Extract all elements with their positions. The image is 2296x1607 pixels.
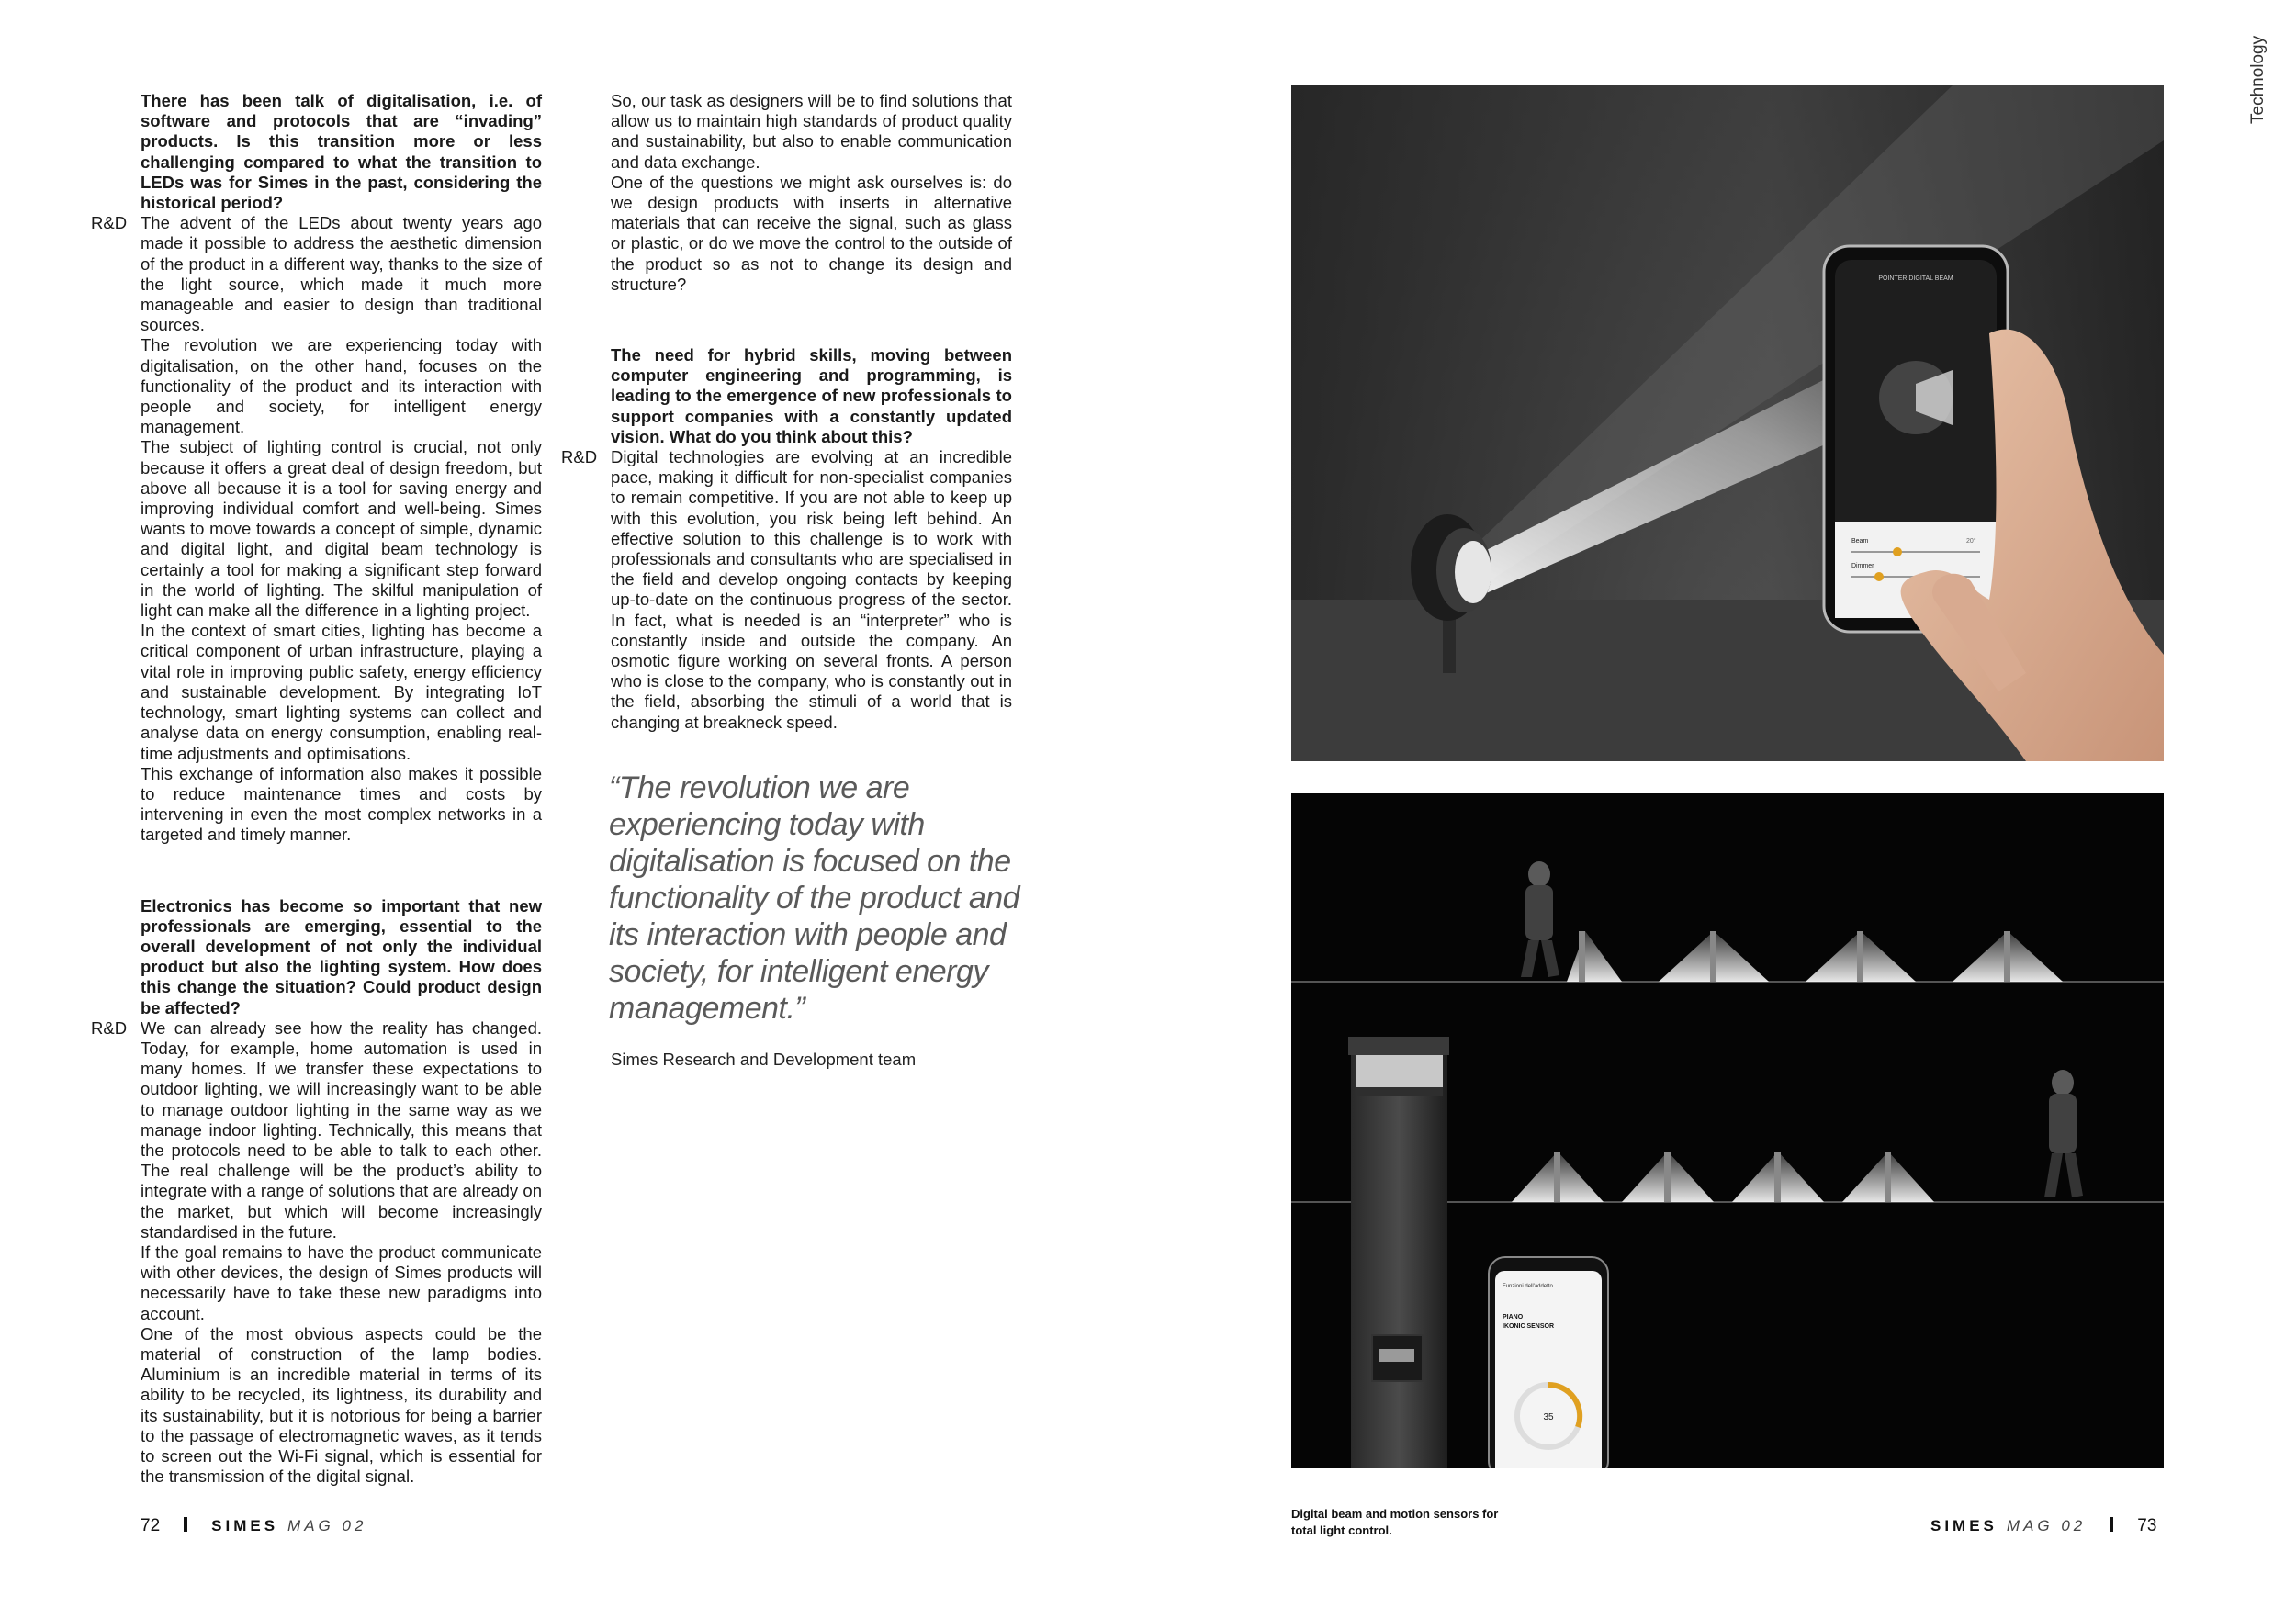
svg-text:35: 35 (1543, 1412, 1554, 1422)
rd-label: R&D (91, 1017, 128, 1038)
svg-text:20°: 20° (1966, 538, 1976, 545)
left-text-column (91, 91, 542, 1487)
upper-bollards (1567, 931, 2063, 982)
rd-label: R&D (561, 447, 598, 467)
footer-right (1930, 1516, 2156, 1536)
walking-person-1 (1521, 861, 1559, 977)
bollard-pole (1348, 1037, 1449, 1468)
answer-1-p5: This exchange of information also makes it possible to reduce maintenance times and costs by intervening in even the most complex networks in a targeted and timely manner. (141, 763, 542, 845)
photo-digital-beam (1291, 85, 2164, 761)
photo-caption: Digital beam and motion sensors for total light control. (1291, 1507, 1499, 1537)
motion-sensor-illustration (1291, 793, 2164, 1468)
footer-left (141, 1516, 366, 1536)
photo-motion-sensors (1291, 793, 2164, 1468)
page-number-left: 72 (141, 1516, 161, 1535)
answer-2-p3: One of the most obvious aspects could be the material of construction of the lamp bodies. Aluminium is an incredible material in terms of its ability to be recycled, its lightness, its durability and its sustainability, but it is notorious for being a barrier to the passage of electromagnetic waves, as it tends to screen out the Wi-Fi signal, which is essential for the transmission of the digital signal. (141, 1323, 542, 1487)
walking-person-2 (2044, 1070, 2083, 1197)
pull-quote: “The revolution we are experiencing today with digitalisation is focused on the functionality of the product and its interaction with people and society, for intelligent energy management.” (609, 770, 1020, 1026)
svg-text:PIANO: PIANO (1503, 1314, 1524, 1320)
footer-mag: MAG 02 (2006, 1517, 2087, 1534)
rd-label: R&D (91, 213, 128, 233)
svg-text:IKONIC SENSOR: IKONIC SENSOR (1503, 1323, 1555, 1330)
svg-text:Funzioni dell'addetto: Funzioni dell'addetto (1503, 1284, 1553, 1289)
pull-quote-author: Simes Research and Development team (611, 1050, 917, 1069)
answer-2-p1: R&D We can already see how the reality has changed. Today, for example, home automation is used in many homes. If we transfer these expectations to outdoor lighting, we will increasingly want to be able to manage outdoor lighting in the same way as we manage indoor lighting. Technically, this means that the protocols need to be able to talk to each other. The real challenge will be the product’s ability to integrate with a range of solutions that are already on the market, but which will become increasingly standardised in the future. (91, 1017, 542, 1242)
footer-brand: SIMES (1930, 1517, 1998, 1534)
lower-bollards (1512, 1152, 1934, 1202)
sensor-smartphone (1489, 1257, 1608, 1468)
answer-1-p2: The revolution we are experiencing today with digitalisation, on the other hand, focuses on the functionality of the product and its interaction with people and society, for intelligent energy management. (141, 335, 542, 437)
question-2: Electronics has become so important that new professionals are emerging, essential to the overall development of not only the individual product but also the lighting system. How does this change the situation? Could product design be affected? (141, 895, 542, 1017)
footer-divider (2110, 1517, 2113, 1532)
svg-text:Dimmer: Dimmer (1851, 563, 1874, 569)
smartphone (1824, 246, 2008, 632)
question-3: The need for hybrid skills, moving between computer engineering and programming, is leading to the emergence of new professionals to support companies with a constantly updated vision. What do you think about this? (611, 345, 1012, 446)
answer-2-p4: So, our task as designers will be to find solutions that allow us to maintain high standards of product quality and sustainability, but also to enable communication and data exchange. (611, 91, 1012, 172)
footer-mag: MAG 02 (287, 1517, 367, 1534)
answer-1-p4: In the context of smart cities, lighting has become a critical component of urban infrastructure, playing a vital role in improving public safety, energy efficiency and sustainable development. By integrating IoT technology, smart lighting systems can collect and analyse data on energy consumption, enabling real-time adjustments and optimisations. (141, 621, 542, 763)
digital-beam-illustration (1291, 85, 2164, 761)
answer-1-p3: The subject of lighting control is crucial, not only because it offers a great deal of design freedom, but above all because it is a tool for saving energy and improving individual comfort and well-being. Simes wants to move towards a concept of simple, dynamic and digital light, and digital beam technology is certainly a tool for making a significant step forward in the world of lighting. The skilful manipulation of light can make all the difference in a lighting project. (141, 437, 542, 621)
footer-brand: SIMES (211, 1517, 279, 1534)
answer-2-p5: One of the questions we might ask ourselves is: do we design products with inserts in alternative materials that can receive the signal, such as glass or plastic, or do we move the control to the outside of the product so as not to change its design and structure? (611, 172, 1012, 294)
middle-text-column (561, 91, 1012, 733)
answer-2-p2: If the goal remains to have the product communicate with other devices, the design of Simes products will necessarily have to take these new paradigms into account. (141, 1242, 542, 1323)
page-number-right: 73 (2137, 1516, 2157, 1535)
footer-divider (184, 1517, 187, 1532)
app-title: POINTER DIGITAL BEAM (1878, 275, 1953, 282)
section-label: Technology (2248, 35, 2268, 124)
answer-3-p1: R&D Digital technologies are evolving at an incredible pace, making it difficult for non-specialist companies to remain competitive. If you are not able to keep up with this evolution, you risk being left behind. An effective solution to this challenge is to work with professionals and consultants who are specialised in the field and develop ongoing contacts by keeping up-to-date on the continuous progress of the sector. In fact, what is needed is an “interpreter” who is constantly inside and outside the company. An osmotic figure working on several fronts. A person who is close to the company, who is constantly out in the field, absorbing the stimuli of a world that is changing at breakneck speed. (561, 447, 1012, 732)
answer-1-p1: R&D The advent of the LEDs about twenty years ago made it possible to address the aesthetic dimension of the product in a different way, thanks to the size of the light source, which made it much more manageable and easier to design than traditional sources. (91, 213, 542, 335)
svg-text:Beam: Beam (1851, 538, 1869, 545)
question-1: There has been talk of digitalisation, i.e. of software and protocols that are “invading” products. Is this transition more or less challenging compared to what the transition to LEDs was for Simes in the past, considering the historical period? (141, 91, 542, 213)
